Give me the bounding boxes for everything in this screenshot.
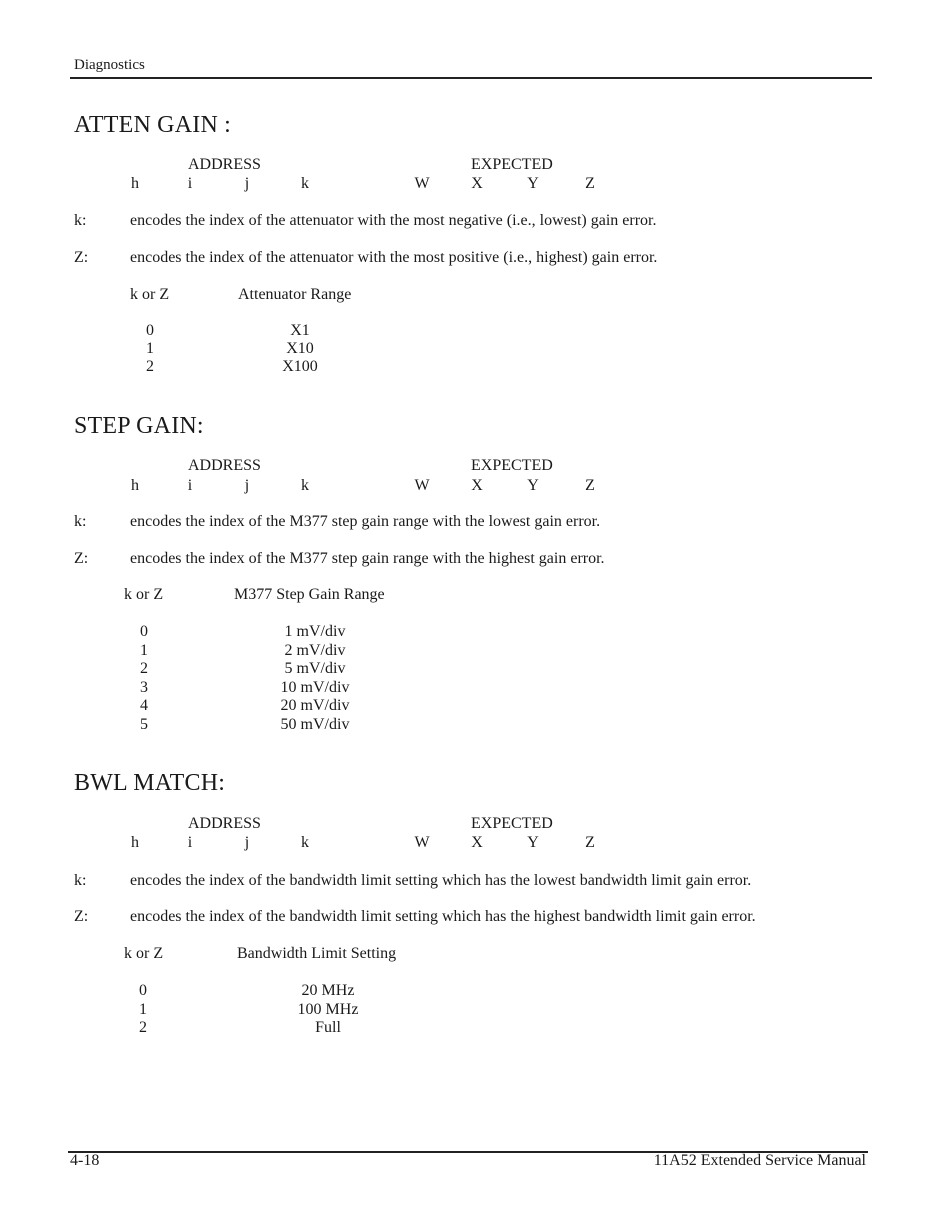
table-row-value: 10 mV/div (280, 679, 350, 696)
table-row-value: 20 MHz (301, 982, 355, 999)
table-row-value: X100 (282, 358, 318, 375)
table-row-index: 1 (139, 1001, 147, 1018)
table-row-value: 2 mV/div (284, 642, 346, 659)
definition-text: encodes the index of the bandwidth limit setting which has the highest bandwidth limit gain error. (130, 908, 756, 925)
expected-label: EXPECTED (471, 156, 553, 173)
table-row-index: 0 (146, 322, 154, 339)
definition-key: k: (74, 212, 87, 229)
address-label: ADDRESS (188, 457, 261, 474)
table-col1-header: k or Z (124, 945, 164, 962)
address-field-h: h (131, 834, 139, 851)
table-row-value: 5 mV/div (284, 660, 346, 677)
address-field-j: j (244, 175, 250, 192)
address-field-j: j (244, 834, 250, 851)
table-row-index: 2 (140, 660, 148, 677)
expected-field-x: X (471, 834, 483, 851)
table-row-value: 100 MHz (297, 1001, 359, 1018)
table-row-index: 5 (140, 716, 148, 733)
table-row-value: 20 mV/div (280, 697, 350, 714)
definition-text: encodes the index of the M377 step gain range with the highest gain error. (130, 550, 605, 567)
definition-text: encodes the index of the bandwidth limit setting which has the lowest bandwidth limit gain error. (130, 872, 752, 889)
manual-title: 11A52 Extended Service Manual (653, 1152, 866, 1169)
section-title: BWL MATCH: (74, 770, 226, 796)
expected-field-y: Y (527, 477, 539, 494)
expected-field-x: X (471, 175, 483, 192)
address-field-h: h (131, 175, 139, 192)
definition-key: k: (74, 872, 87, 889)
running-header: Diagnostics (74, 57, 145, 73)
table-row-value: 50 mV/div (280, 716, 350, 733)
definition-key: Z: (74, 550, 89, 567)
section-title: STEP GAIN: (74, 413, 204, 439)
table-col2-header: Attenuator Range (238, 286, 352, 303)
expected-field-z: Z (585, 175, 595, 192)
table-row-index: 3 (140, 679, 148, 696)
address-field-k: k (301, 834, 309, 851)
address-field-j: j (244, 477, 250, 494)
table-row-index: 1 (140, 642, 148, 659)
section-title: ATTEN GAIN : (74, 112, 232, 138)
expected-field-w: W (414, 834, 430, 851)
table-row-index: 1 (146, 340, 154, 357)
expected-field-y: Y (527, 834, 539, 851)
definition-key: k: (74, 513, 87, 530)
address-field-i: i (187, 834, 193, 851)
table-row-index: 2 (146, 358, 154, 375)
table-col2-header: Bandwidth Limit Setting (237, 945, 397, 962)
expected-field-y: Y (527, 175, 539, 192)
table-row-value: Full (315, 1019, 341, 1036)
definition-text: encodes the index of the M377 step gain range with the lowest gain error. (130, 513, 601, 530)
page-number: 4-18 (70, 1152, 100, 1169)
address-field-i: i (187, 477, 193, 494)
expected-field-w: W (414, 175, 430, 192)
table-col2-header: M377 Step Gain Range (234, 586, 385, 603)
definition-key: Z: (74, 249, 89, 266)
table-row-value: X1 (290, 322, 310, 339)
expected-label: EXPECTED (471, 815, 553, 832)
table-row-index: 4 (140, 697, 148, 714)
table-row-index: 0 (140, 623, 148, 640)
address-field-k: k (301, 477, 309, 494)
expected-label: EXPECTED (471, 457, 553, 474)
header-rule (70, 77, 872, 79)
table-row-value: X10 (286, 340, 314, 357)
expected-field-w: W (414, 477, 430, 494)
address-field-k: k (301, 175, 309, 192)
table-row-value: 1 mV/div (284, 623, 346, 640)
definition-text: encodes the index of the attenuator with the most positive (i.e., highest) gain error. (130, 249, 658, 266)
address-label: ADDRESS (188, 815, 261, 832)
address-label: ADDRESS (188, 156, 261, 173)
address-field-h: h (131, 477, 139, 494)
definition-key: Z: (74, 908, 89, 925)
address-field-i: i (187, 175, 193, 192)
expected-field-x: X (471, 477, 483, 494)
table-row-index: 0 (139, 982, 147, 999)
expected-field-z: Z (585, 834, 595, 851)
table-col1-header: k or Z (130, 286, 170, 303)
table-col1-header: k or Z (124, 586, 164, 603)
definition-text: encodes the index of the attenuator with the most negative (i.e., lowest) gain error. (130, 212, 657, 229)
table-row-index: 2 (139, 1019, 147, 1036)
expected-field-z: Z (585, 477, 595, 494)
